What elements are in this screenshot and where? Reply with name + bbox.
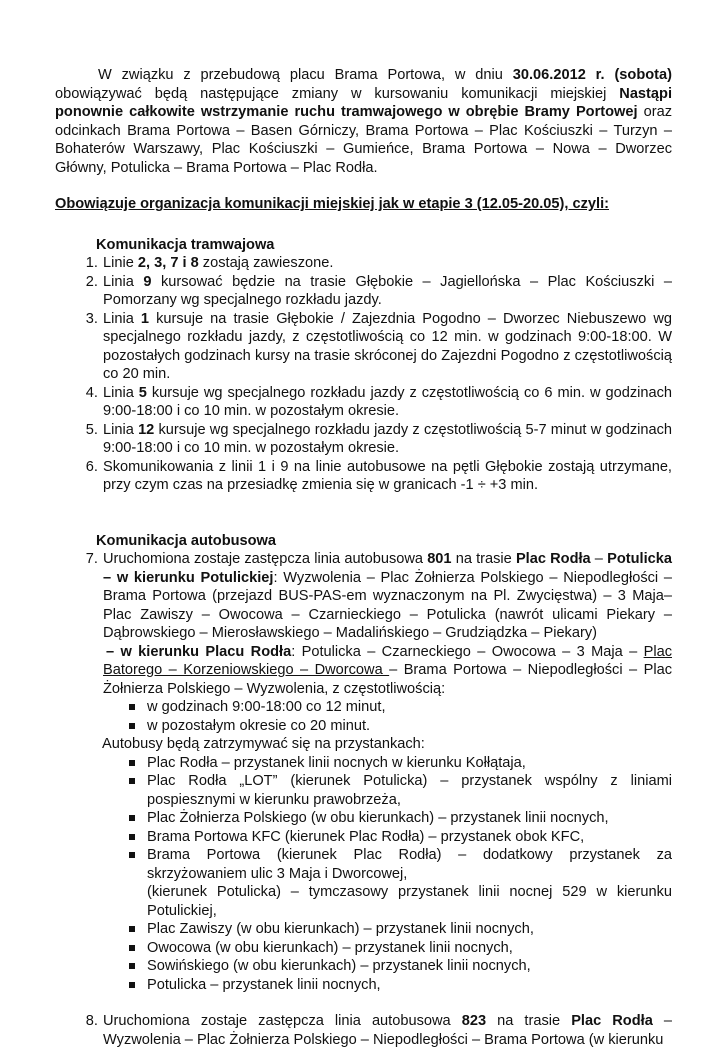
direction-label: – w kierunku Potulickiej (103, 569, 274, 586)
list-item: 2. Linia 9 kursować będzie na trasie Głębokie – Jagiellońska – Plac Kościuszki – Pomorzany wg specjalnego rozkładu jazdy. (102, 273, 672, 310)
bullet-item: Sowińskiego (w obu kierunkach) – przystanek linii nocnych, (147, 957, 672, 976)
bullet-item: w godzinach 9:00-18:00 co 12 minut, (147, 698, 672, 717)
bullet-item: Brama Portowa KFC (kierunek Plac Rodła) – przystanek obok KFC, (147, 828, 672, 847)
tram-section-title: Komunikacja tramwajowa (96, 236, 275, 253)
list-item: 4. Linia 5 kursuje wg specjalnego rozkładu jazdy z częstotliwością co 6 min. w godzinach 9:00-18:00 i co 10 min. w pozostałym okresie. (102, 384, 672, 421)
bullet-item: (kierunek Potulicka) – tymczasowy przystanek linii nocnej 529 w kierunku Potulickiej, (147, 884, 672, 919)
bus-section-title: Komunikacja autobusowa (96, 532, 277, 549)
intro-text: W związku z przebudową placu Brama Portowa, w dniu (98, 67, 513, 83)
list-item: 3. Linia 1 kursuje na trasie Głębokie / Zajezdnia Pogodno – Dworzec Niebuszewo wg specjalnego rozkładu jazdy, z częstotliwością co 12 min. w godzinach 9:00-18:00. W pozostałych godzinach kursy na trasie skróconej do Zajezdni Pogodno z częstotliwością co 20 min. (102, 310, 672, 384)
stops-intro: Autobusy będą zatrzymywać się na przystankach: (102, 736, 425, 752)
intro-highlight: Nastąpi ponownie całkowite wstrzymanie ruchu tramwajowego w obrębie Bramy Portowej (55, 85, 672, 120)
list-item: 7. Uruchomiona zostaje zastępcza linia autobusowa 801 na trasie Plac Rodła – Potulicka – w kierunku Potulickiej: Wyzwolenia – Plac Żołnierza Polskiego – Niepodległości – Brama Portowa (przejazd BUS-PAS-em wyznaczonym na Pl. Zwycięstwa) – 3 Maja– Plac Zawiszy – Owocowa – Czarnieckiego – Potulicka (nawrót ulicami Piekary – Dąbrowskiego – Mierosławskiego – Madalińskiego – Grudziądzka – Piekary) – w kierunku Placu Rodła: Potulicka – Czarneckiego – Owocowa – 3 Maja – Plac Batorego – Korzeniowskiego – Dworcowa – Brama Portowa – Niepodległości – Plac Żołnierza Polskiego – Wyzwolenia, z częstotliwością: w godzinach 9:00-18:00 co 12 minut, w pozostałym okresie co 20 minut. Autobusy będą zatrzymywać się na przystankach: Plac Rodła – przystanek linii nocnych w kierunku Kołłątaja, Plac Rodła „LOT” (kierunek Potulicka) – przystanek wspólny z liniami pospiesznymi w kierunku prawobrzeża, Plac Żołnierza Polskiego (w obu kierunkach) – przystanek linii nocnych, Brama Portowa KFC (kierunek Plac Rodła) – przystanek obok KFC, Brama Portowa (kierunek Plac Rodła) – dodatkowy przystanek za skrzyżowaniem ulic 3 Maja i Dworcowej, (kierunek Potulicka) – tymczasowy przystanek linii nocnej 529 w kierunku Potulickiej, Plac Zawiszy (w obu kierunkach) – przystanek linii nocnych, Owocowa (w obu kierunkach) – przystanek linii nocnych, Sowińskiego (w obu kierunkach) – przystanek linii nocnych, Potulicka – przystanek linii nocnych, (102, 550, 672, 994)
intro-text: obowiązywać będą następujące zmiany w kursowaniu komunikacji miejskiej (55, 85, 620, 102)
bullet-item: Plac Zawiszy (w obu kierunkach) – przystanek linii nocnych, (147, 920, 672, 939)
list-item: 1. Linie 2, 3, 7 i 8 zostają zawieszone. (102, 254, 672, 273)
stops-list (103, 754, 672, 995)
frequency-list (103, 698, 672, 735)
bullet-item: Brama Portowa (kierunek Plac Rodła) – dodatkowy przystanek za skrzyżowaniem ulic 3 Maja i Dworcowej, (147, 847, 672, 882)
intro-text: oraz odcinkach Brama Portowa – Basen Górniczy, Brama Portowa – Plac Kościuszki – Turzyn – Bohaterów Warszawy, Plac Kościuszki – Gumieńce, Brama Portowa – Nowa – Dworzec Główny, Potulicka – Brama Portowa – Plac Rodła. (55, 104, 672, 176)
intro-paragraph (55, 66, 672, 177)
bullet-item: Plac Żołnierza Polskiego (w obu kierunkach) – przystanek linii nocnych, (147, 809, 672, 828)
bullet-item: w pozostałym okresie co 20 minut. (147, 717, 672, 736)
tram-list (55, 254, 672, 495)
organization-heading: Obowiązuje organizacja komunikacji miejskiej jak w etapie 3 (12.05-20.05), czyli: (55, 196, 609, 212)
list-item: 5. Linia 12 kursuje wg specjalnego rozkładu jazdy z częstotliwością 5-7 minut w godzinach 9:00-18:00 i co 10 min. w pozostałym okresie. (102, 421, 672, 458)
bullet-item: Plac Rodła „LOT” (kierunek Potulicka) – przystanek wspólny z liniami pospiesznymi w kierunku prawobrzeża, (147, 773, 672, 808)
bus-line-number: 801 (427, 551, 452, 567)
bullet-item: Potulicka – przystanek linii nocnych, (147, 976, 672, 995)
underlined-route: Plac Batorego – Korzeniowskiego – Dworcowa (103, 643, 672, 678)
list-item: 6. Skomunikowania z linii 1 i 9 na linie autobusowe na pętli Głębokie zostają utrzymane, przy czym czas na przesiadkę zmienia się w granicach -1 ÷ +3 min. (102, 458, 672, 495)
direction-label: – w kierunku Placu Rodła (106, 643, 292, 660)
bullet-item: Plac Rodła – przystanek linii nocnych w kierunku Kołłątaja, (147, 754, 672, 773)
bus-list (55, 550, 672, 1049)
bullet-item: Owocowa (w obu kierunkach) – przystanek linii nocnych, (147, 939, 672, 958)
intro-date: 30.06.2012 r. (sobota) (512, 67, 672, 83)
bus-line-number: 823 (461, 1013, 487, 1029)
list-item: 8. Uruchomiona zostaje zastępcza linia autobusowa 823 na trasie Plac Rodła – Wyzwolenia – Plac Żołnierza Polskiego – Niepodległości – Brama Portowa (w kierunku (102, 1012, 672, 1049)
